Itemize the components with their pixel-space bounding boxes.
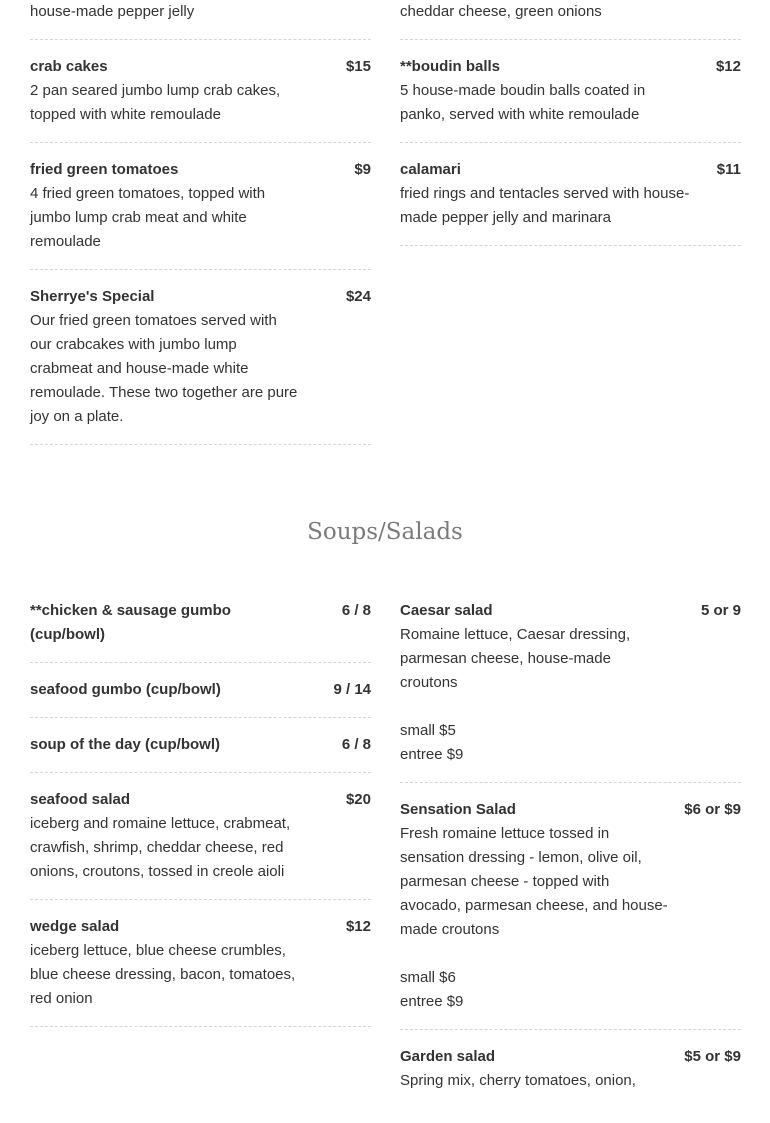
menu-item-chicken-sausage-gumbo bbox=[30, 599, 371, 663]
spacer bbox=[400, 695, 741, 719]
item-price: $12 bbox=[715, 58, 741, 75]
menu-item-crab-cakes bbox=[30, 55, 371, 143]
menu-item-caesar-salad bbox=[400, 599, 741, 783]
item-description: Spring mix, cherry tomatoes, onion, bbox=[400, 1072, 636, 1089]
soups-salads-left-column bbox=[30, 599, 371, 1042]
item-name: **chicken & sausage gumbo (cup/bowl) bbox=[30, 602, 231, 643]
item-size-small: small $6 bbox=[400, 969, 456, 986]
item-description: house-made pepper jelly bbox=[30, 3, 195, 20]
menu-item-sherryes-special bbox=[30, 285, 371, 445]
item-name: calamari bbox=[400, 161, 461, 178]
item-description: 2 pan seared jumbo lump crab cakes, topped with white remoulade bbox=[30, 82, 281, 123]
item-size-entree: entree $9 bbox=[400, 746, 464, 763]
appetizers-left-column bbox=[30, 0, 371, 460]
item-name: Sensation Salad bbox=[400, 801, 516, 818]
item-price: $6 or $9 bbox=[684, 801, 741, 818]
soups-salads-right-column bbox=[400, 599, 741, 1123]
item-description: fried rings and tentacles served with house-made pepper jelly and marinara bbox=[400, 185, 690, 226]
item-name: Sherrye's Special bbox=[30, 288, 155, 305]
item-price: $24 bbox=[345, 288, 371, 305]
menu-item-garden-salad bbox=[400, 1045, 741, 1108]
item-description: cheddar cheese, green onions bbox=[400, 3, 602, 20]
item-size-small: small $5 bbox=[400, 722, 456, 739]
item-name: **boudin balls bbox=[400, 58, 501, 75]
item-name: fried green tomatoes bbox=[30, 161, 179, 178]
menu-item-fragment bbox=[400, 0, 741, 40]
menu-item-soup-of-the-day bbox=[30, 733, 371, 773]
item-name: seafood gumbo (cup/bowl) bbox=[30, 681, 221, 698]
item-description: iceberg and romaine lettuce, crabmeat, crawfish, shrimp, cheddar cheese, red onions, croutons, tossed in creole aioli bbox=[30, 815, 291, 880]
item-description: Our fried green tomatoes served with our crabcakes with jumbo lump crabmeat and house-made white remoulade. These two together are pure joy on a plate. bbox=[30, 312, 298, 425]
menu-item-seafood-salad bbox=[30, 788, 371, 900]
item-name: crab cakes bbox=[30, 58, 108, 75]
item-price: 9 / 14 bbox=[333, 681, 371, 698]
appetizers-right-column bbox=[400, 0, 741, 261]
item-price: 5 or 9 bbox=[700, 602, 741, 619]
spacer bbox=[400, 942, 741, 966]
item-price: $11 bbox=[716, 161, 741, 178]
item-price: $5 or $9 bbox=[684, 1048, 741, 1065]
menu-item-fragment bbox=[30, 0, 371, 40]
item-name: soup of the day (cup/bowl) bbox=[30, 736, 220, 753]
item-description: Fresh romaine lettuce tossed in sensation dressing - lemon, olive oil, parmesan cheese - topped with avocado, parmesan cheese, and house-made croutons bbox=[400, 825, 668, 938]
item-description: Romaine lettuce, Caesar dressing, parmesan cheese, house-made croutons bbox=[400, 626, 631, 691]
section-title-soups-salads: Soups/Salads bbox=[307, 519, 463, 545]
item-price: 6 / 8 bbox=[341, 736, 371, 753]
item-price: $15 bbox=[345, 58, 371, 75]
menu-item-seafood-gumbo bbox=[30, 678, 371, 718]
item-size-entree: entree $9 bbox=[400, 993, 464, 1010]
menu-item-wedge-salad bbox=[30, 915, 371, 1027]
item-price: $20 bbox=[345, 791, 371, 808]
item-name: seafood salad bbox=[30, 791, 131, 808]
menu-item-fried-green-tomatoes bbox=[30, 158, 371, 270]
item-description: 4 fried green tomatoes, topped with jumbo lump crab meat and white remoulade bbox=[30, 185, 266, 250]
item-price: $12 bbox=[345, 918, 371, 935]
item-name: Garden salad bbox=[400, 1048, 496, 1065]
menu-item-calamari bbox=[400, 158, 741, 246]
item-price: $9 bbox=[354, 161, 371, 178]
item-name: wedge salad bbox=[30, 918, 120, 935]
item-description: iceberg lettuce, blue cheese crumbles, blue cheese dressing, bacon, tomatoes, red onion bbox=[30, 942, 296, 1007]
menu-item-sensation-salad bbox=[400, 798, 741, 1030]
item-price: 6 / 8 bbox=[341, 602, 371, 619]
item-name: Caesar salad bbox=[400, 602, 493, 619]
item-description: 5 house-made boudin balls coated in panko, served with white remoulade bbox=[400, 82, 646, 123]
menu-item-boudin-balls bbox=[400, 55, 741, 143]
